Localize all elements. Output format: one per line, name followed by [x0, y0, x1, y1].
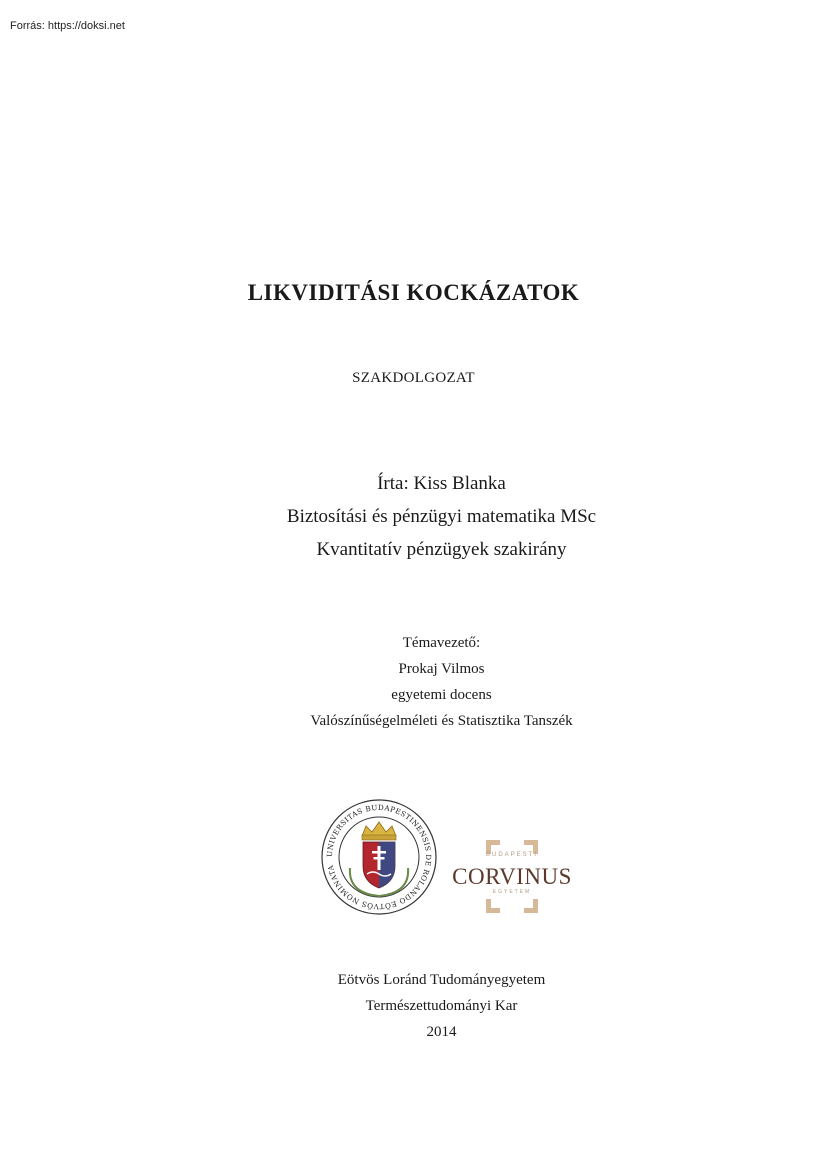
- thesis-type: SZAKDOLGOZAT: [352, 370, 475, 386]
- supervisor-department: Valószínűségelméleti és Statisztika Tanszék: [310, 713, 573, 729]
- corvinus-top-text: BUDAPESTI: [485, 852, 538, 858]
- footer-block: [0, 967, 827, 1045]
- thesis-title: LIKVIDITÁSI KOCKÁZATOK: [247, 280, 580, 305]
- program-line: Biztosítási és pénzügyi matematika MSc: [286, 506, 597, 527]
- elte-seal-logo: [320, 798, 438, 916]
- corvinus-logo: [450, 838, 574, 918]
- corvinus-bottom-text: EGYETEM: [492, 889, 532, 895]
- supervisor-block: [0, 630, 827, 734]
- university-name: Eötvös Loránd Tudományegyetem: [337, 972, 546, 988]
- supervisor-name: Prokaj Vilmos: [398, 661, 485, 677]
- supervisor-label: Témavezető:: [402, 635, 481, 651]
- author-block: [0, 467, 827, 566]
- faculty-name: Természettudományi Kar: [365, 998, 518, 1014]
- author-line: Írta: Kiss Blanka: [377, 473, 506, 494]
- source-note: Forrás: https://doksi.net: [10, 20, 125, 32]
- corvinus-name: CORVINUS: [452, 864, 572, 889]
- specialization-line: Kvantitatív pénzügyek szakirány: [316, 539, 567, 560]
- year: 2014: [426, 1024, 457, 1040]
- seal-text: UNIVERSITAS BUDAPESTINENSIS DE ROLANDO EÖTVÖS NOMINATA: [324, 802, 434, 912]
- supervisor-position: egyetemi docens: [391, 687, 492, 703]
